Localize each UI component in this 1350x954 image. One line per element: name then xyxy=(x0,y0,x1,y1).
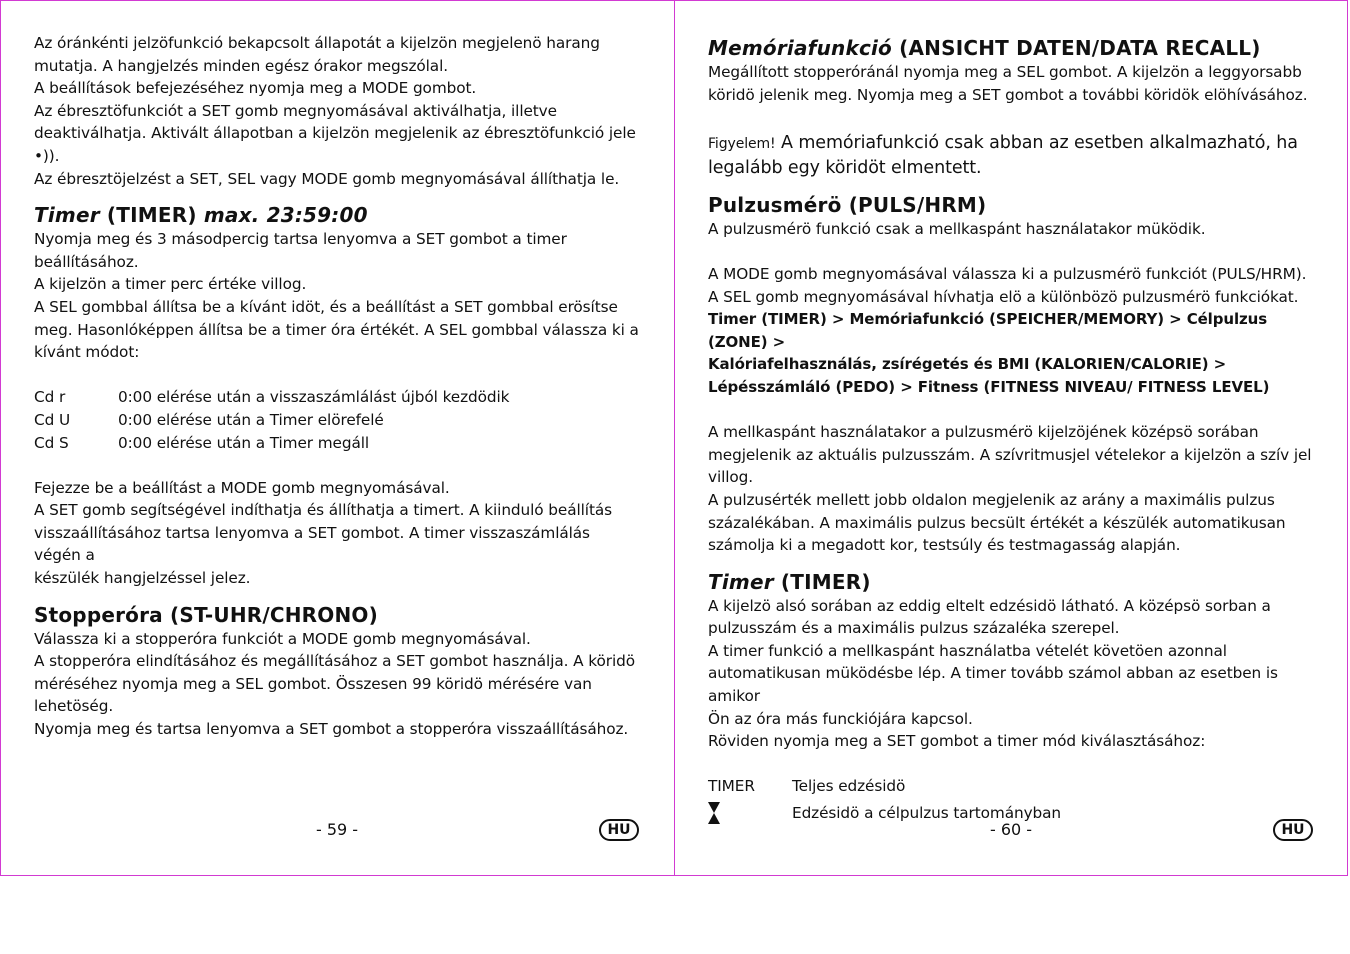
memory-heading: Memóriafunkció (ANSICHT DATEN/DATA RECALL) xyxy=(708,36,1261,60)
pulse-heading: Pulzusmérö (PULS/HRM) xyxy=(708,192,987,217)
text-line: A SEL gomb megnyomásával hívhatja elö a különbözö pulzusmérö funkciókat. xyxy=(708,287,1299,306)
text-line: Figyelem! A memóriafunkció csak abban az esetben alkalmazható, ha xyxy=(708,132,1298,153)
text-line: százalékában. A maximális pulzus becsült értékét a készülék automatikusan xyxy=(708,513,1286,532)
text-line: meg. Hasonlóképpen állítsa be a timer óra értékét. A SEL gombbal válassza ki a xyxy=(34,320,639,339)
text-line: beállításához. xyxy=(34,252,139,271)
text-line: •)). xyxy=(34,146,60,165)
text-line: A mellkaspánt használatakor a pulzusmérö kijelzöjének középsö sorában xyxy=(708,423,1259,442)
text-line: Fejezze be a beállítást a MODE gomb megnyomásával. xyxy=(34,478,450,497)
text-line: A SET gomb segítségével indíthatja és állíthatja a timert. A kiinduló beállítás xyxy=(34,501,612,520)
text-line: automatikusan müködésbe lép. A timer tovább számol abban az esetben is amikor xyxy=(708,664,1278,706)
text-line: pulzusszám és a maximális pulzus százaléka szerepel. xyxy=(708,619,1120,638)
stopwatch-heading: Stopperóra (ST-UHR/CHRONO) xyxy=(34,602,378,627)
text-line: A pulzusmérö funkció csak a mellkaspánt használatakor müködik. xyxy=(708,219,1206,238)
text-line: A pulzusérték mellett jobb oldalon megjelenik az arány a maximális pulzus xyxy=(708,490,1275,509)
text-line: A beállítások befejezéséhez nyomja meg a MODE gombot. xyxy=(34,79,477,98)
text-line: számolja ki a megadott kor, testsúly és testmagasság alapján. xyxy=(708,536,1181,555)
memory-paragraph xyxy=(708,61,1322,106)
timer2-heading: Timer (TIMER) xyxy=(708,569,871,594)
page-number: - 60 - xyxy=(990,820,1033,839)
stopwatch-paragraph xyxy=(34,628,640,741)
timer-modes-list xyxy=(34,386,640,454)
text-line: visszaállításához tartsa lenyomva a SET gombot. A timer visszaszámlálás végén a xyxy=(34,523,590,565)
text-line: köridö jelenik meg. Nyomja meg a SET gombot a további köridök elöhívásához. xyxy=(708,85,1308,104)
note-label: Figyelem! xyxy=(708,135,776,152)
text-line: megjelenik az aktuális pulzusszám. A szívritmusjel vételekor a kijelzön a szív jel xyxy=(708,445,1312,464)
text-line: Válassza ki a stopperóra funkciót a MODE gomb megnyomásával. xyxy=(34,629,531,648)
text-line: Az óránkénti jelzöfunkció bekapcsolt állapotát a kijelzön megjelenö harang xyxy=(34,34,600,52)
text-line: Kalóriafelhasználás, zsírégetés és BMI (KALORIEN/CALORIE) > xyxy=(708,355,1227,374)
language-badge: HU xyxy=(1273,819,1313,841)
text-line: villog. xyxy=(708,468,754,487)
list-item: Cd S 0:00 elérése után a Timer megáll xyxy=(34,433,370,452)
text-line: Nyomja meg és 3 másodpercig tartsa lenyomva a SET gombot a timer xyxy=(34,230,567,249)
text-line: A SEL gombbal állítsa be a kívánt idöt, és a beállítást a SET gombbal erösítse xyxy=(34,297,618,316)
text-line: Lépésszámláló (PEDO) > Fitness (FITNESS NIVEAU/ FITNESS LEVEL) xyxy=(708,377,1270,396)
language-badge: HU xyxy=(599,819,639,841)
text-line: Az ébresztöjelzést a SET, SEL vagy MODE gomb megnyomásával állíthatja le. xyxy=(34,169,620,188)
text-line: Megállított stopperóránál nyomja meg a SEL gombot. A kijelzön a leggyorsabb xyxy=(708,63,1302,81)
list-item: Edzésidö a célpulzus tartományban xyxy=(708,802,1322,831)
text-line: A MODE gomb megnyomásával válassza ki a pulzusmérö funkciót (PULS/HRM). xyxy=(708,264,1307,283)
text-line: mutatja. A hangjelzés minden egész órakor megszólal. xyxy=(34,56,448,75)
text-line: Röviden nyomja meg a SET gombot a timer mód kiválasztásához: xyxy=(708,732,1206,751)
hourglass-icon xyxy=(708,802,792,831)
text-line: A kijelzö alsó sorában az eddig eltelt edzésidö látható. A középsö sorban a xyxy=(708,596,1271,615)
text-line: kívánt módot: xyxy=(34,343,140,362)
text-line: Timer (TIMER) > Memóriafunkció (SPEICHER/MEMORY) > Célpulzus (ZONE) > xyxy=(708,310,1268,351)
list-item: Cd U 0:00 elérése után a Timer elörefelé xyxy=(34,410,384,429)
text-line: A kijelzön a timer perc értéke villog. xyxy=(34,275,307,294)
timer2-paragraph xyxy=(708,595,1322,753)
text-line: készülék hangjelzéssel jelez. xyxy=(34,569,251,588)
timer-paragraph-2 xyxy=(34,477,640,590)
text-line: A timer funkció a mellkaspánt használatba vételét követöen azonnal xyxy=(708,641,1227,660)
timer-paragraph xyxy=(34,228,640,364)
timer-heading: Timer (TIMER) max. 23:59:00 xyxy=(34,203,368,228)
note-paragraph xyxy=(708,131,1322,180)
pulse-paragraph xyxy=(708,263,1322,399)
text-line: Ön az óra más funckiójára kapcsol. xyxy=(708,709,973,728)
text-line: A stopperóra elindításához és megállításához a SET gombot használja. A köridö xyxy=(34,652,635,671)
text-line: lehetöség. xyxy=(34,697,114,716)
text-line: deaktiválhatja. Aktivált állapotban a kijelzön megjelenik az ébresztöfunkció jele xyxy=(34,124,636,143)
page-divider xyxy=(674,0,675,876)
page-number: - 59 - xyxy=(316,820,359,839)
text-line: Nyomja meg és tartsa lenyomva a SET gombot a stopperóra visszaállításához. xyxy=(34,720,629,739)
page-60 xyxy=(708,32,1322,831)
page-59 xyxy=(34,32,640,741)
text-line: legalább egy köridöt elmentett. xyxy=(708,157,982,178)
list-item: TIMER Teljes edzésidö xyxy=(708,777,906,796)
pulse-paragraph-2 xyxy=(708,421,1322,557)
text-line: Az ébresztöfunkciót a SET gomb megnyomásával aktiválhatja, illetve xyxy=(34,101,557,120)
text-line: méréséhez nyomja meg a SEL gombot. Összesen 99 köridö mérésére van xyxy=(34,674,592,693)
list-item: Cd r 0:00 elérése után a visszaszámlálást újból kezdödik xyxy=(34,388,510,407)
intro-paragraph xyxy=(34,32,640,190)
